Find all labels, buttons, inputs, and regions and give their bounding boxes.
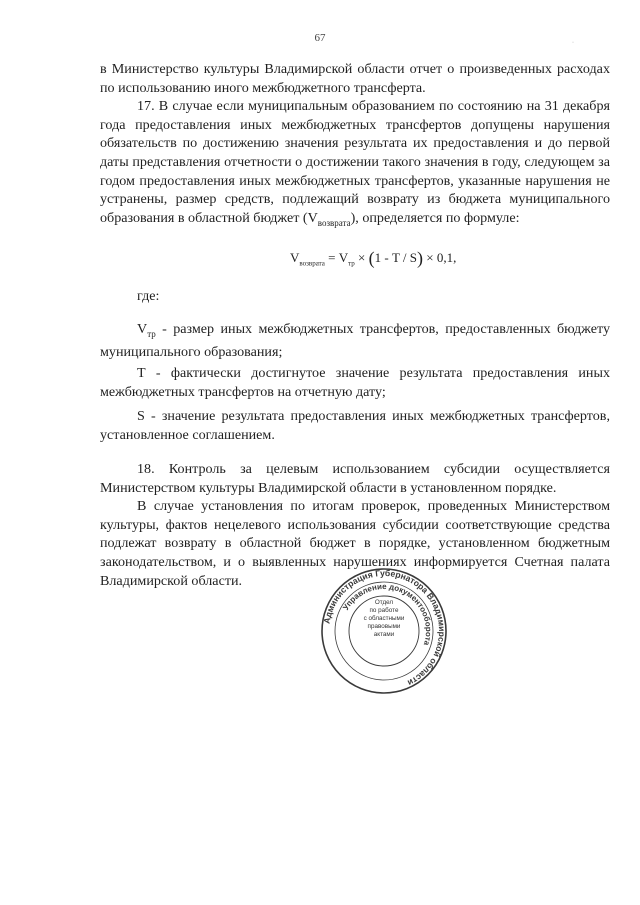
- text-block-top: [100, 60, 610, 232]
- definition-s: [100, 407, 610, 444]
- formula-equals: =: [324, 250, 339, 265]
- paragraph-18: 18. Контроль за целевым использованием субсидии осуществляется Министерством культуры Владимирской области в установленном порядке.: [100, 461, 610, 496]
- definition-v-sub: тр: [147, 328, 156, 339]
- formula-tail: × 0,1,: [423, 250, 457, 265]
- paragraph-continuation: в Министерство культуры Владимирской области отчет о произведенных расходах по использованию иного межбюджетного трансферта.: [100, 61, 610, 96]
- definition-s-text: S - значение результата предоставления иных межбюджетных трансфертов, установленное соглашением.: [100, 408, 610, 443]
- seal-center-line: правовыми: [367, 623, 401, 630]
- seal-center-text: [359, 599, 409, 639]
- formula: [290, 248, 456, 269]
- formula-v-tr: V: [338, 250, 349, 265]
- paragraph-17-text: 17. В случае если муниципальным образованием по состоянию на 31 декабря года предоставления иных межбюджетных трансфертов допущены нарушения обязательств по достижению значения результата их предоставления и до первой даты представления отчетности о достижении такого значения в году, следующем за годом предоставления иных межбюджетных трансфертов, указанные нарушения не устранены, размер средств, подлежащий возврату из бюджета муниципального образования в областной бюджет (V: [100, 98, 610, 226]
- seal-center-line: с областными: [363, 615, 405, 622]
- seal-center-line: актами: [373, 631, 395, 638]
- seal-center-line: Отдел: [374, 599, 394, 606]
- paragraph-17-sub: возврата: [317, 217, 351, 228]
- seal-middle-text: Управление документооборота: [341, 581, 434, 647]
- seal-outer-text: Администрация Губернатора Владимирской области: [321, 567, 448, 689]
- where-label: где:: [137, 288, 160, 304]
- corner-mark: ·: [572, 40, 574, 46]
- formula-paren-close: ): [417, 248, 424, 268]
- formula-v-return: V: [290, 250, 300, 265]
- definition-v-text: [100, 320, 610, 362]
- seal-center-line: по работе: [369, 607, 399, 614]
- formula-v-tr-sub: тр: [348, 259, 355, 268]
- formula-v-return-sub: возврата: [299, 259, 325, 268]
- definition-t: [100, 364, 610, 401]
- definition-t-text: Т - фактически достигнутое значение результата предоставления иных межбюджетных трансфертов на отчетную дату;: [100, 365, 610, 400]
- paragraph-17-tail: ), определяется по формуле:: [350, 209, 520, 226]
- definition-v-body: - размер иных межбюджетных трансфертов, предоставленных бюджету муниципального образования;: [100, 321, 610, 361]
- formula-times: ×: [354, 250, 369, 265]
- paragraph-final: В случае установления по итогам проверок, проведенных Министерством культуры, фактов нецелевого использования субсидии соответствующие средства подлежат возврату в областной бюджет в порядке, установленном бюджетным законодательством, и о выявленных нарушениях информируется Счетная палата Владимирской области.: [100, 498, 610, 589]
- paragraph-17: [100, 97, 610, 232]
- formula-paren-open: (: [368, 248, 375, 268]
- formula-middle: 1 - T / S: [374, 250, 418, 265]
- page-number: 67: [314, 32, 326, 44]
- definition-v: [100, 320, 610, 362]
- definition-v-symbol: V: [137, 321, 148, 337]
